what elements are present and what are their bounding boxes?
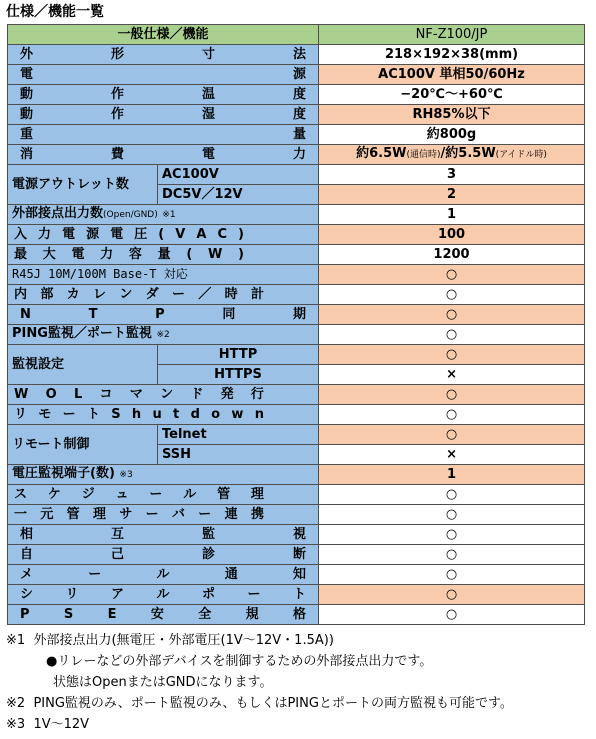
value-note: (アイドル時) xyxy=(495,150,547,160)
table-row xyxy=(8,105,585,125)
label-char: h xyxy=(131,407,142,422)
spread-label xyxy=(12,286,266,303)
label-char: W xyxy=(207,247,223,262)
label-char: 相 xyxy=(20,527,34,542)
label-char: 量 xyxy=(157,247,171,262)
row-label xyxy=(8,65,319,85)
label-char: 作 xyxy=(111,87,125,102)
table-row xyxy=(8,405,585,425)
table-header-row xyxy=(8,25,585,45)
row-value: 約800g xyxy=(319,125,585,145)
spread-label xyxy=(12,226,246,243)
row-label xyxy=(8,45,319,65)
table-row xyxy=(8,85,585,105)
row-value: ○ xyxy=(319,345,585,365)
label-char: ／ xyxy=(198,287,212,302)
label-char: n xyxy=(254,407,264,422)
label-char: 動 xyxy=(20,107,34,122)
label-char: 費 xyxy=(111,147,125,162)
label-char: 電 xyxy=(20,67,34,82)
label-text: 電圧監視端子(数) xyxy=(12,466,115,481)
label-char: 時 xyxy=(224,287,238,302)
label-char: ト xyxy=(293,587,307,602)
label-char: 連 xyxy=(224,507,238,522)
label-text: 外部接点出力数 xyxy=(12,206,104,221)
label-char: 発 xyxy=(220,387,234,402)
label-char: 力 xyxy=(293,147,307,162)
row-label xyxy=(8,285,319,305)
label-text: PING監視／ポート監視 xyxy=(12,326,152,341)
sub-label: DC5V／12V xyxy=(158,185,319,205)
table-row xyxy=(8,45,585,65)
label-char: 外 xyxy=(20,47,34,62)
sub-label: AC100V xyxy=(158,165,319,185)
label-char: ス xyxy=(14,487,28,502)
row-value: ○ xyxy=(319,405,585,425)
label-char: 理 xyxy=(92,507,106,522)
footnote-mark: ※2 xyxy=(6,696,26,711)
label-char: t xyxy=(173,407,180,422)
spread-label xyxy=(12,246,246,263)
row-label xyxy=(8,485,319,505)
label-char: ダ xyxy=(145,287,159,302)
label-char: 度 xyxy=(293,87,307,102)
label-char: C xyxy=(217,227,227,242)
row-label xyxy=(8,245,319,265)
table-row xyxy=(8,605,585,625)
row-value: ○ xyxy=(319,485,585,505)
label-char: ( xyxy=(186,247,193,262)
label-note: (Open/GND) xyxy=(103,210,158,220)
row-label xyxy=(8,525,319,545)
label-char: 重 xyxy=(20,127,34,142)
spread-label xyxy=(12,386,266,403)
label-char: リ xyxy=(14,407,28,422)
label-char: コ xyxy=(99,387,113,402)
label-char: W xyxy=(14,387,29,402)
footnote-mark: ※3 xyxy=(6,717,26,732)
label-char: u xyxy=(152,407,162,422)
value-note: (通信時) xyxy=(406,150,441,160)
label-char: S xyxy=(63,607,74,622)
table-row xyxy=(8,305,585,325)
table-row xyxy=(8,385,585,405)
row-value: ○ xyxy=(319,565,585,585)
spread-label xyxy=(12,406,266,423)
row-label xyxy=(8,205,319,225)
table-row xyxy=(8,485,585,505)
row-value: 2 xyxy=(319,185,585,205)
row-value: ○ xyxy=(319,425,585,445)
label-char: 互 xyxy=(111,527,125,542)
label-char: 管 xyxy=(66,507,80,522)
label-char: ト xyxy=(86,407,100,422)
label-char: カ xyxy=(66,287,80,302)
label-char: 量 xyxy=(293,127,307,142)
label-char: ) xyxy=(238,227,244,242)
footnote-text: 外部接点出力(無電圧・外部電圧(1V～12V・1.5A)) xyxy=(33,633,334,648)
row-label xyxy=(8,585,319,605)
table-row xyxy=(8,565,585,585)
label-char: モ xyxy=(38,407,52,422)
spread-label xyxy=(12,86,314,103)
table-row xyxy=(8,145,585,165)
label-char: 全 xyxy=(198,607,212,622)
label-char: 監 xyxy=(202,527,216,542)
label-char: ポ xyxy=(202,587,216,602)
page-title: 仕様／機能一覧 xyxy=(6,4,104,20)
label-char: d xyxy=(190,407,200,422)
spread-label xyxy=(12,566,314,583)
row-label xyxy=(8,545,319,565)
footnote-mark: ※2 xyxy=(156,330,170,340)
row-label xyxy=(8,405,319,425)
row-label xyxy=(8,465,319,485)
label-char: 携 xyxy=(250,507,264,522)
row-label xyxy=(8,105,319,125)
spread-label xyxy=(12,586,314,603)
row-label xyxy=(8,145,319,165)
label-char: 温 xyxy=(202,87,216,102)
spread-label xyxy=(12,506,266,523)
label-char: 同 xyxy=(222,307,236,322)
table-row xyxy=(8,425,585,445)
row-label xyxy=(8,225,319,245)
label-char: ー xyxy=(171,287,185,302)
row-value: ○ xyxy=(319,325,585,345)
label-char: 自 xyxy=(20,547,34,562)
label-char: 断 xyxy=(293,547,307,562)
label-char: 電 xyxy=(202,147,216,162)
label-char: ー xyxy=(145,507,159,522)
spread-label xyxy=(12,526,314,543)
table-row xyxy=(8,325,585,345)
value-main: 約6.5W xyxy=(356,146,407,161)
row-value: RH85%以下 xyxy=(319,105,585,125)
label-char: 寸 xyxy=(202,47,216,62)
row-label xyxy=(8,565,319,585)
row-value: 3 xyxy=(319,165,585,185)
row-value: ○ xyxy=(319,545,585,565)
label-char: ュ xyxy=(115,487,129,502)
label-char: 規 xyxy=(245,607,259,622)
label-char: 一 xyxy=(14,507,28,522)
label-char: ー xyxy=(88,567,102,582)
row-value: ○ xyxy=(319,305,585,325)
table-row xyxy=(8,65,585,85)
label-char: N xyxy=(20,307,31,322)
spread-label xyxy=(12,606,314,623)
label-char: 己 xyxy=(111,547,125,562)
spread-label xyxy=(12,126,314,143)
label-char: 入 xyxy=(14,227,28,242)
label-char: 元 xyxy=(40,507,54,522)
spread-label xyxy=(12,106,314,123)
spread-label xyxy=(12,46,314,63)
label-char: 力 xyxy=(38,227,52,242)
label-char: 作 xyxy=(111,107,125,122)
sub-label: SSH xyxy=(158,445,319,465)
footnote-mark: ※3 xyxy=(119,470,133,480)
label-char: 行 xyxy=(250,387,264,402)
label-char: シ xyxy=(20,587,34,602)
label-char: ー xyxy=(198,507,212,522)
table-row xyxy=(8,585,585,605)
footnote-1 xyxy=(6,630,590,651)
label-char: w xyxy=(231,407,244,422)
footnote-3 xyxy=(6,714,590,735)
label-char: 理 xyxy=(250,487,264,502)
row-label xyxy=(8,325,319,345)
header-model-col: NF-Z100/JP xyxy=(319,25,585,45)
row-value: 1 xyxy=(319,465,585,485)
label-char: ー xyxy=(149,487,163,502)
footnotes xyxy=(6,630,590,735)
label-char: 管 xyxy=(217,487,231,502)
label-char: マ xyxy=(129,387,143,402)
footnote-1-detail: 状態はOpenまたはGNDになります。 xyxy=(53,675,273,690)
label-char: レ xyxy=(92,287,106,302)
label-char: ) xyxy=(238,247,244,262)
label-char: メ xyxy=(20,567,34,582)
label-char: 度 xyxy=(293,107,307,122)
table-row xyxy=(8,125,585,145)
label-char: 電 xyxy=(71,247,85,262)
row-label xyxy=(8,125,319,145)
label-char: サ xyxy=(119,507,133,522)
label-char: S xyxy=(111,407,121,422)
row-label xyxy=(8,385,319,405)
label-char: 診 xyxy=(202,547,216,562)
table-row xyxy=(8,525,585,545)
label-char: 消 xyxy=(20,147,34,162)
footnote-2 xyxy=(6,693,590,714)
label-char: E xyxy=(107,607,117,622)
label-char: ル xyxy=(156,567,170,582)
label-char: V xyxy=(175,227,186,242)
row-value xyxy=(319,145,585,165)
label-char: ド xyxy=(190,387,204,402)
footnote-text: 1V～12V xyxy=(33,717,90,732)
label-char: 動 xyxy=(20,87,34,102)
label-char: o xyxy=(211,407,221,422)
table-row xyxy=(8,165,585,185)
label-char: 知 xyxy=(293,567,307,582)
row-value: ○ xyxy=(319,385,585,405)
value-main: 約5.5W xyxy=(445,146,496,161)
row-value: 1 xyxy=(319,205,585,225)
sub-label: Telnet xyxy=(158,425,319,445)
table-row xyxy=(8,225,585,245)
spread-label xyxy=(12,486,266,503)
table-row xyxy=(8,205,585,225)
row-value: ○ xyxy=(319,505,585,525)
footnote-mark: ※1 xyxy=(162,210,176,220)
label-char: 容 xyxy=(128,247,142,262)
label-char: ア xyxy=(111,587,125,602)
row-label xyxy=(8,305,319,325)
row-label xyxy=(8,605,319,625)
row-value: × xyxy=(319,445,585,465)
table-row xyxy=(8,265,585,285)
row-label xyxy=(8,85,319,105)
row-label: R45J 10M/100M Base-T 対応 xyxy=(8,265,319,285)
sub-label: HTTPS xyxy=(158,365,319,385)
label-char: バ xyxy=(171,507,185,522)
label-char: 部 xyxy=(40,287,54,302)
spread-label xyxy=(12,546,314,563)
row-value: ○ xyxy=(319,525,585,545)
spread-label xyxy=(12,66,314,83)
label-char: 格 xyxy=(293,607,307,622)
group-label: 監視設定 xyxy=(8,345,158,385)
label-char: 期 xyxy=(293,307,307,322)
label-char: ー xyxy=(247,587,261,602)
label-char: 電 xyxy=(110,227,124,242)
label-char: 通 xyxy=(224,567,238,582)
label-char: ジ xyxy=(81,487,95,502)
label-char: ル xyxy=(183,487,197,502)
label-char: 電 xyxy=(62,227,76,242)
row-value: ○ xyxy=(319,285,585,305)
group-label: 電源アウトレット数 xyxy=(8,165,158,205)
label-char: T xyxy=(88,307,98,322)
header-spec-col: 一般仕様／機能 xyxy=(8,25,319,45)
footnote-1-bullet: ●リレーなどの外部デバイスを制御するための外部接点出力です。 xyxy=(46,654,433,669)
row-value: ○ xyxy=(319,265,585,285)
label-char: ン xyxy=(160,387,174,402)
label-char: 安 xyxy=(150,607,164,622)
label-char: 形 xyxy=(111,47,125,62)
table-row xyxy=(8,345,585,365)
row-value: 218×192×38(mm) xyxy=(319,45,585,65)
label-char: 圧 xyxy=(134,227,148,242)
label-char: ー xyxy=(62,407,76,422)
table-row xyxy=(8,465,585,485)
label-char: 湿 xyxy=(202,107,216,122)
label-char: 法 xyxy=(293,47,307,62)
row-value: ○ xyxy=(319,605,585,625)
label-char: P xyxy=(155,307,165,322)
table-row xyxy=(8,545,585,565)
spec-table xyxy=(7,24,585,625)
label-char: 内 xyxy=(14,287,28,302)
label-char: A xyxy=(196,227,207,242)
row-value: 1200 xyxy=(319,245,585,265)
value-separator: / xyxy=(440,146,446,161)
sub-label: HTTP xyxy=(158,345,319,365)
group-label: リモート制御 xyxy=(8,425,158,465)
footnote-text: PING監視のみ、ポート監視のみ、もしくはPINGとポートの両方監視も可能です。 xyxy=(33,696,513,711)
spread-label xyxy=(12,306,314,323)
label-char: 視 xyxy=(293,527,307,542)
label-char: 力 xyxy=(100,247,114,262)
row-label xyxy=(8,505,319,525)
row-value: −20℃～+60℃ xyxy=(319,85,585,105)
label-char: 最 xyxy=(14,247,28,262)
row-value: ○ xyxy=(319,585,585,605)
label-char: 源 xyxy=(86,227,100,242)
table-row xyxy=(8,285,585,305)
label-char: P xyxy=(20,607,30,622)
row-value: × xyxy=(319,365,585,385)
spread-label xyxy=(12,146,314,163)
label-char: リ xyxy=(65,587,79,602)
label-char: 計 xyxy=(250,287,264,302)
row-value: AC100V 単相50/60Hz xyxy=(319,65,585,85)
label-char: ル xyxy=(156,587,170,602)
label-char: O xyxy=(45,387,57,402)
row-value: 100 xyxy=(319,225,585,245)
label-char: L xyxy=(73,387,83,402)
label-char: ケ xyxy=(47,487,61,502)
label-char: 大 xyxy=(42,247,56,262)
table-row xyxy=(8,505,585,525)
label-char: ( xyxy=(158,227,165,242)
label-char: 源 xyxy=(293,67,307,82)
footnote-mark: ※1 xyxy=(6,633,26,648)
label-char: ン xyxy=(119,287,133,302)
table-row xyxy=(8,245,585,265)
